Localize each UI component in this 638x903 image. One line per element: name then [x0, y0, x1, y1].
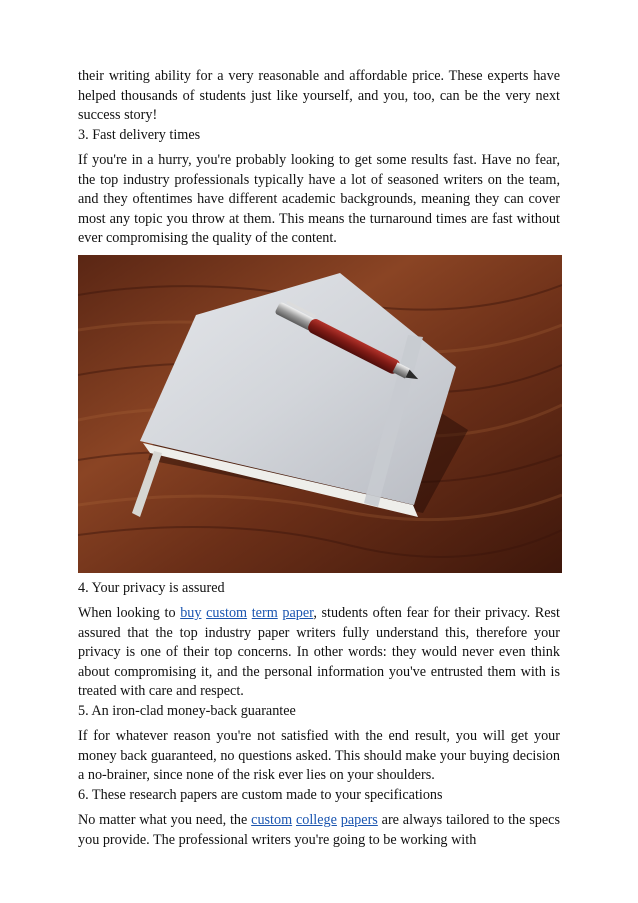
- custom-text-start: No matter what you need, the: [78, 812, 252, 828]
- heading-custom-made: 6. These research papers are custom made to your specifications: [78, 786, 443, 803]
- custom-text-end: are always tailored to the specs you provide. The professional writers you're going to be working with: [78, 812, 560, 848]
- notebook-and-pen-photo: [78, 255, 562, 573]
- paragraph-privacy: [78, 604, 560, 702]
- paragraph-fast-delivery: If you're in a hurry, you're probably looking to get some results fast. Have no fear, the top industry professionals typically have a lot of seasoned writers on the team, and they oftentimes have different academic backgrounds, meaning they can cover most any topic you throw at them. This means the turnaround times are fast without ever compromising the quality of the content.: [78, 152, 560, 246]
- link-custom-2[interactable]: custom: [251, 812, 293, 828]
- paragraph-custom-made: [78, 811, 560, 850]
- heading-fast-delivery: 3. Fast delivery times: [78, 126, 201, 143]
- paragraph-money-back: If for whatever reason you're not satisfied with the end result, you will get your money back guaranteed, no questions asked. This should make your buying decision a no-brainer, since none of the risk ever lies on your shoulders.: [78, 728, 560, 783]
- link-custom[interactable]: custom: [206, 605, 248, 621]
- link-term[interactable]: term: [251, 605, 278, 621]
- link-college[interactable]: college: [295, 812, 337, 828]
- paragraph-intro: their writing ability for a very reasonable and affordable price. These experts have helped thousands of students just like yourself, and you, too, can be the very next success story!: [78, 68, 560, 123]
- link-papers[interactable]: papers: [340, 812, 378, 828]
- heading-privacy: 4. Your privacy is assured: [78, 579, 225, 596]
- link-paper[interactable]: paper: [282, 605, 314, 621]
- privacy-text-start: When looking to: [78, 605, 181, 621]
- privacy-text-end: , students often fear for their privacy. Rest assured that the top industry paper writers fully understand this, therefore your privacy is one of their top concerns. In other words: they would never even think about compromising it, and the personal information you've entrusted them with is treated with care and respect.: [78, 605, 560, 699]
- heading-money-back: 5. An iron-clad money-back guarantee: [78, 702, 296, 719]
- link-buy[interactable]: buy: [180, 605, 202, 621]
